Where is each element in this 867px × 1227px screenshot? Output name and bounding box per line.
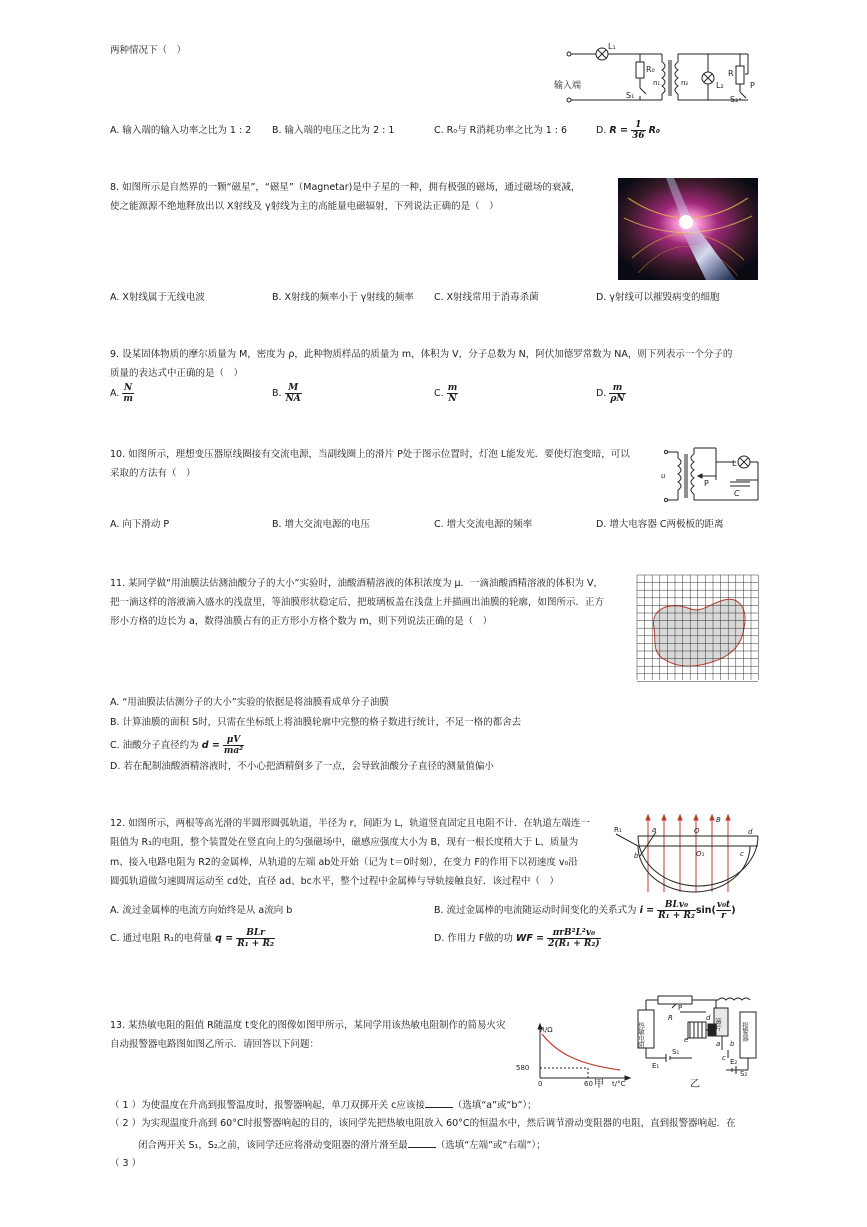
q8-option-b[interactable]: B. X射线的频率小于 γ射线的频率 xyxy=(272,292,414,303)
q13-e-label: e xyxy=(684,1036,689,1044)
q10-L-label: L xyxy=(732,459,737,468)
q7-tail-text: 两种情况下（ ） xyxy=(110,45,187,56)
q10-option-b[interactable]: B. 增大交流电源的电压 xyxy=(272,519,371,530)
q9-option-c-fraction: $\frac{m}{N}$ xyxy=(447,383,458,404)
q8-stem-line-2: 使之能源源不绝地释放出以 X射线及 γ射线为主的高能量电磁辐射，下列说法正确的是（ ） xyxy=(110,201,499,212)
q12-B-label: B xyxy=(716,816,721,824)
q13-R-label: R xyxy=(668,1014,673,1022)
q11-stem-line-2: 把一滴这样的溶液滴入盛水的浅盘里，等油膜形状稳定后，把玻璃板盖在浅盘上并描画出油膜的轮廓，如图所示．正方 xyxy=(110,597,605,608)
q7-transformer-circuit-figure xyxy=(552,40,764,112)
q13-sub-1-hint: （选填“a”或“b”）； xyxy=(452,1100,537,1111)
q13-graph-xlabel: t/°C xyxy=(612,1080,626,1088)
q7-S2-label: S₂ xyxy=(730,95,739,104)
q13-resistance-curve xyxy=(542,1034,620,1070)
q12-O-label: O xyxy=(694,827,700,835)
q13-sub-2 xyxy=(110,1117,736,1131)
q12-option-b-close: ) xyxy=(731,905,736,916)
q12-stem-line-4: 圆弧轨道做匀速圆周运动至 cd处，直径 ad、bc水平，整个过程中金属棒与导轨接触良好．该过程中（ ） xyxy=(110,876,559,887)
q13-resistance-temperature-graph xyxy=(516,1022,634,1088)
q13-E1-label: E₁ xyxy=(652,1062,660,1070)
q13-sub-2-cont-text: 闭合两开关 S₁，S₂之前，该同学还应将滑动变阻器的滑片滑至最 xyxy=(138,1140,408,1151)
q12-option-b-lhs: i = xyxy=(639,905,655,916)
q9-option-c-label: C. xyxy=(434,388,444,399)
q13-circuit-caption: 乙 xyxy=(690,1079,700,1090)
q8-magnetar-image xyxy=(618,178,758,280)
q10-stem-line-1: 10. 如图所示，理想变压器原线圈接有交流电源，当副线圈上的滑片 P处于图示位置时，灯泡 L能发光．要使灯泡变暗，可以 xyxy=(110,449,630,460)
q7-R0-label: R₀ xyxy=(646,65,655,74)
q13-spring-label: 簧片 xyxy=(714,1018,722,1031)
q13-S2-label: S₂ xyxy=(740,1070,748,1078)
q12-option-b-label: B. 流过金属棒的电流随运动时间变化的关系式为 xyxy=(434,905,637,916)
q12-stem-line-1: 12. 如图所示，两根等高光滑的半圆形圆弧轨道，半径为 r，间距为 L，轨道竖直固定且电阻不计．在轨道左端连一 xyxy=(110,818,590,829)
q7-option-a[interactable]: A. 输入端的输入功率之比为 1 : 2 xyxy=(110,125,252,136)
q9-stem-line-2: 质量的表达式中正确的是（ ） xyxy=(110,368,244,379)
q12-a-label: a xyxy=(652,826,657,834)
q13-graph-xtick-60: 60 xyxy=(584,1080,593,1088)
q13-sub-3: （ 3 ） xyxy=(110,1158,142,1169)
q13-stem-line-1: 13. 某热敏电阻的阻值 R随温度 t变化的图像如图甲所示，某同学用该热敏电阻制作的简易火灾 xyxy=(110,1020,506,1031)
q7-option-b[interactable]: B. 输入端的电压之比为 2 : 1 xyxy=(272,125,395,136)
q12-c-label: c xyxy=(740,850,744,858)
q10-P-label: P xyxy=(704,479,709,488)
q7-S1-label: S₁ xyxy=(626,91,635,100)
q12-b-label: b xyxy=(634,852,639,860)
q8-option-a[interactable]: A. X射线属于无线电波 xyxy=(110,292,205,303)
q9-option-d[interactable] xyxy=(596,383,626,404)
q13-sub-2-text: （ 2 ）为实现温度升高到 60°C时报警器响起的目的，该同学先把热敏电阻放入 60°C的恒温水中，然后调节滑动变阻器的电阻，直到报警器响起．在 xyxy=(110,1118,736,1129)
q12-option-c-lhs: q = xyxy=(215,933,234,944)
q7-option-d[interactable] xyxy=(596,120,660,142)
q11-option-a[interactable]: A. “用油膜法估测分子的大小”实验的依据是将油膜看成单分子油膜 xyxy=(110,697,389,708)
q9-option-a-label: A. xyxy=(110,388,120,399)
q7-n1-label: n₁ xyxy=(653,79,661,87)
q12-option-c-label: C. 通过电阻 R₁的电荷量 xyxy=(110,933,213,944)
q13-E2-label: E₂ xyxy=(730,1058,738,1066)
q12-option-b-fraction-2: $\frac{\text{v₀t}}{r}$ xyxy=(716,900,731,921)
q13-graph-ytick: 580 xyxy=(516,1064,530,1072)
q9-option-d-fraction: $\frac{m}{\rho N}$ xyxy=(610,383,625,404)
q12-option-d-label: D. 作用力 F做的功 xyxy=(434,933,513,944)
q7-L1-label: L₁ xyxy=(608,42,616,51)
q13-c-label: c xyxy=(722,1054,726,1062)
q11-stem-line-1: 11. 某同学做“用油膜法估测油酸分子的大小”实验时，油酸酒精溶液的体积浓度为 μ．一滴油酸酒精溶液的体积为 V， xyxy=(110,578,604,589)
q9-stem-line-1: 9. 设某固体物质的摩尔质量为 M，密度为 ρ，此种物质样品的质量为 m，体积为 V，分子总数为 N，阿伏加德罗常数为 NA，则下列表示一个分子的 xyxy=(110,349,733,360)
q13-d-label: d xyxy=(706,1014,711,1022)
q10-C-label: C xyxy=(734,489,740,498)
q10-transformer-figure xyxy=(660,444,760,508)
q12-option-b-sin: sin( xyxy=(695,905,716,916)
q9-option-d-label: D. xyxy=(596,388,607,399)
q12-stem-line-2: 阻值为 R₁的电阻，整个装置处在竖直向上的匀强磁场中，磁感应强度大小为 B，现有一根长度稍大于 L、质量为 xyxy=(110,837,579,848)
q11-option-c-label: C. 油酸分子直径约为 xyxy=(110,740,199,751)
q8-option-d[interactable]: D. γ射线可以摧毁病变的细胞 xyxy=(596,292,720,303)
q9-option-b-fraction: $\frac{M}{NA}$ xyxy=(285,383,301,404)
q11-option-d[interactable]: D. 若在配制油酸酒精溶液时，不小心把酒精倒多了一点，会导致油酸分子直径的测量值偏小 xyxy=(110,761,494,772)
q7-input-label: 输入端 xyxy=(554,81,582,91)
q12-d-label: d xyxy=(748,828,753,836)
q13-thermistor-label: 热敏电阻 xyxy=(637,1022,645,1048)
q10-stem-line-2: 采取的方法有（ ） xyxy=(110,468,196,479)
q12-option-c[interactable] xyxy=(110,928,275,950)
q13-graph-ylabel: R/Ω xyxy=(540,1026,553,1034)
q10-option-a[interactable]: A. 向下滑动 P xyxy=(110,519,170,530)
q12-option-b-fraction: $\frac{\text{BLv₀}}{\text{R₁ + R₂}}$ xyxy=(658,900,695,921)
q13-b-label: b xyxy=(730,1040,735,1048)
q13-sub-1-text: （ 1 ）为使温度在升高到报警温度时，报警器响起，单刀双掷开关 c应该接 xyxy=(110,1100,425,1111)
q8-stem-line-1: 8. 如图所示是自然界的一颗“磁星”，“磁星”（Magnetar)是中子星的一种，拥有极强的磁场，通过磁场的衰减， xyxy=(110,182,581,193)
q11-option-b[interactable]: B. 计算油膜的面积 S时，只需在坐标纸上将油膜轮廓中完整的格子数进行统计，不足一格的都舍去 xyxy=(110,717,522,728)
q12-R1-label: R₁ xyxy=(614,826,622,834)
q11-oil-film-grid-figure xyxy=(636,574,760,684)
q13-sub-2-hint: （选填“左端”或“右端”）； xyxy=(435,1140,546,1151)
q10-option-c[interactable]: C. 增大交流电源的频率 xyxy=(434,519,533,530)
q9-option-b-label: B. xyxy=(272,388,282,399)
q10-option-d[interactable]: D. 增大电容器 C两极板的距离 xyxy=(596,519,724,530)
q13-fire-alarm-circuit xyxy=(636,994,760,1078)
q12-semicircle-rails-figure xyxy=(612,812,760,894)
q13-S1-label: S₁ xyxy=(672,1048,680,1056)
q10-u-label: u xyxy=(661,472,666,480)
q13-sub-2-answer-blank[interactable] xyxy=(408,1137,436,1148)
q7-option-c[interactable]: C. R₀与 R消耗功率之比为 1 : 6 xyxy=(434,125,568,136)
q7-option-d-label: D. xyxy=(596,125,607,136)
q12-option-d[interactable] xyxy=(434,928,601,950)
q7-L2-label: L₂ xyxy=(716,81,724,90)
q12-option-a[interactable]: A. 流过金属棒的电流方向始终是从 a流向 b xyxy=(110,905,293,916)
q9-option-a-fraction: $\frac{N}{m}$ xyxy=(123,383,133,404)
q13-P-label: P xyxy=(678,1004,683,1012)
q13-sub-1-answer-blank[interactable] xyxy=(425,1097,453,1108)
q12-stem-line-3: m、接入电路电阻为 R2的金属棒，从轨道的左端 ab处开始（记为 t＝0时刻），在变力 F的作用下以初速度 v₀沿 xyxy=(110,857,578,868)
q7-option-d-fraction: $\frac{1}{36}$ xyxy=(632,120,645,141)
q7-option-d-lhs: R = xyxy=(609,125,628,136)
q11-stem-line-3: 形小方格的边长为 a，数得油膜占有的正方形小方格个数为 m，则下列说法正确的是（ ） xyxy=(110,616,493,627)
q13-a-label: a xyxy=(716,1040,721,1048)
q8-option-c[interactable]: C. X射线常用于消毒杀菌 xyxy=(434,292,539,303)
q12-option-b[interactable] xyxy=(434,900,736,922)
q13-graph-caption: 甲 xyxy=(594,1079,604,1090)
q9-option-c[interactable] xyxy=(434,383,458,404)
q13-sub-1 xyxy=(110,1097,537,1113)
q7-n2-label: n₂ xyxy=(681,79,689,87)
q9-option-b[interactable] xyxy=(272,383,302,404)
q7-P-label: P xyxy=(750,81,755,90)
q11-option-c[interactable] xyxy=(110,735,244,756)
q12-option-c-fraction: $\frac{\text{BLr}}{\text{R₁ + R₂}}$ xyxy=(237,928,274,949)
q11-option-c-lhs: d = xyxy=(201,740,220,751)
q13-sub-2-cont xyxy=(138,1137,546,1153)
q13-stem-line-2: 自动报警器电路图如图乙所示．请回答以下问题： xyxy=(110,1039,320,1050)
q12-option-d-lhs: WF = xyxy=(515,933,545,944)
q13-alarm-label: 报警器 xyxy=(741,1022,749,1042)
q11-option-c-fraction: $\frac{\mu V}{\text{ma²}}$ xyxy=(223,735,244,756)
q12-option-d-fraction: $\frac{\text{πrB²L²v₀}}{\text{2(R₁ + R₂)}}$ xyxy=(548,928,600,949)
q13-graph-xtick-0: 0 xyxy=(538,1080,543,1088)
q12-O1-label: O₁ xyxy=(696,850,705,858)
q7-R-label: R xyxy=(728,69,734,78)
q9-option-a[interactable] xyxy=(110,383,134,404)
q7-option-d-rhs: R₀ xyxy=(648,125,661,136)
